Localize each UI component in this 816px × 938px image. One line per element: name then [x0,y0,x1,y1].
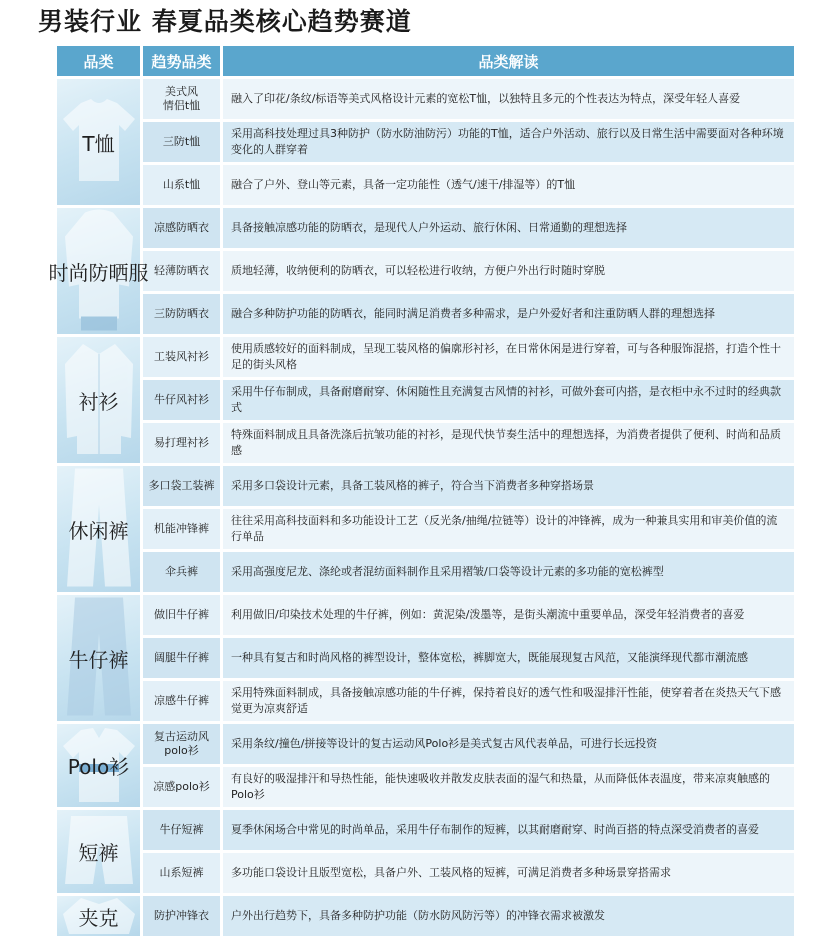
table-row [143,681,794,721]
description-cell: 融合了户外、登山等元素，具备一定功能性（透气/速干/排湿等）的T恤 [223,165,794,205]
trend-cell: 工装风衬衫 [143,337,220,377]
category-label: 短裤 [78,841,119,865]
table-row [143,853,794,893]
description-cell: 融入了印花/条纹/标语等美式风格设计元素的宽松T恤，以独特且多元的个性表达为特点，深受年轻人喜爱 [223,79,794,119]
table-row [143,79,794,119]
category-cell [57,466,140,592]
description-cell: 质地轻薄，收纳便利的防晒衣，可以轻松进行收纳，方便户外出行时随时穿脱 [223,251,794,291]
trend-cell: 三防t恤 [143,122,220,162]
category-label: 牛仔裤 [68,647,129,672]
category-group [57,337,794,463]
table-row [143,337,794,377]
description-cell: 采用高科技处理过具3种防护（防水防油防污）功能的T恤，适合户外活动、旅行以及日常生活中需要面对各种环境变化的人群穿着 [223,122,794,162]
trend-cell: 凉感牛仔裤 [143,681,220,721]
category-cell [57,896,140,936]
table-row [143,294,794,334]
trend-cell: 轻薄防晒衣 [143,251,220,291]
category-cell [57,595,140,721]
category-label: 时尚防晒服 [48,260,149,285]
table-row [143,896,794,936]
trend-cell: 伞兵裤 [143,552,220,592]
category-group [57,595,794,721]
table-row [143,208,794,248]
category-label: T恤 [82,131,115,156]
trend-cell: 复古运动风 polo衫 [143,724,220,764]
description-cell: 特殊面料制成且具备洗涤后抗皱功能的衬衫，是现代快节奏生活中的理想选择，为消费者提供了便利、时尚和品质感 [223,423,794,463]
table-row [143,165,794,205]
trend-cell: 凉感防晒衣 [143,208,220,248]
trend-cell: 阔腿牛仔裤 [143,638,220,678]
trend-cell: 防护冲锋衣 [143,896,220,936]
description-cell: 户外出行趋势下，具备多种防护功能（防水防风防污等）的冲锋衣需求被激发 [223,896,794,936]
trend-cell: 易打理衬衫 [143,423,220,463]
trend-cell: 凉感polo衫 [143,767,220,807]
table-row [143,251,794,291]
trend-cell: 美式风 情侣t恤 [143,79,220,119]
category-cell [57,810,140,893]
table-row [143,767,794,807]
header-category: 品类 [57,46,140,76]
description-cell: 采用特殊面料制成，具备接触凉感功能的牛仔裤，保持着良好的透气性和吸湿排汗性能，使穿着者在炎热天气下感觉更为凉爽舒适 [223,681,794,721]
table-row [143,638,794,678]
table-row [143,122,794,162]
category-group [57,896,794,936]
page-title: 男装行业 春夏品类核心趋势赛道 [38,7,412,36]
category-label: 衬衫 [78,389,119,414]
table-row [143,552,794,592]
category-cell [57,337,140,463]
table-row [143,423,794,463]
category-group [57,724,794,807]
description-cell: 采用牛仔布制成，具备耐磨耐穿、休闲随性且充满复古风情的衬衫，可做外套可内搭，是衣柜中永不过时的经典款式 [223,380,794,420]
header-interpretation: 品类解读 [223,46,794,76]
trend-cell: 机能冲锋裤 [143,509,220,549]
description-cell: 一种具有复古和时尚风格的裤型设计，整体宽松，裤脚宽大，既能展现复古风范，又能演绎现代都市潮流感 [223,638,794,678]
category-group [57,810,794,893]
category-label: 休闲裤 [68,518,129,543]
table-row [143,380,794,420]
category-cell [48,208,149,334]
description-cell: 夏季休闲场合中常见的时尚单品，采用牛仔布制作的短裤，以其耐磨耐穿、时尚百搭的特点深受消费者的喜爱 [223,810,794,850]
description-cell: 使用质感较好的面料制成，呈现工装风格的偏廓形衬衫，在日常休闲是进行穿着，可与各种服饰混搭，打造个性十足的街头风格 [223,337,794,377]
trend-cell: 山系t恤 [143,165,220,205]
trend-cell: 多口袋工装裤 [143,466,220,506]
description-cell: 往往采用高科技面料和多功能设计工艺（反光条/抽绳/拉链等）设计的冲锋裤，成为一种兼具实用和审美价值的流行单品 [223,509,794,549]
table-row [143,509,794,549]
table-row [143,724,794,764]
table-body [48,79,794,936]
table-row [143,595,794,635]
trend-cell: 山系短裤 [143,853,220,893]
description-cell: 利用做旧/印染技术处理的牛仔裤，例如：黄泥染/泼墨等，是街头潮流中重要单品，深受年轻消费者的喜爱 [223,595,794,635]
category-cell [57,79,140,205]
category-cell [57,724,140,807]
table-row [143,810,794,850]
description-cell: 多功能口袋设计且版型宽松，具备户外、工装风格的短裤，可满足消费者多种场景穿搭需求 [223,853,794,893]
header-trend: 趋势品类 [143,46,220,76]
trend-cell: 牛仔风衬衫 [143,380,220,420]
description-cell: 融合多种防护功能的防晒衣，能同时满足消费者多种需求，是户外爱好者和注重防晒人群的理想选择 [223,294,794,334]
description-cell: 有良好的吸湿排汗和导热性能，能快速吸收并散发皮肤表面的湿气和热量，从而降低体表温度，带来凉爽触感的Polo衫 [223,767,794,807]
trend-cell: 做旧牛仔裤 [143,595,220,635]
trend-cell: 牛仔短裤 [143,810,220,850]
category-group [57,466,794,592]
table-row [143,466,794,506]
description-cell: 采用多口袋设计元素，具备工装风格的裤子，符合当下消费者多种穿搭场景 [223,466,794,506]
category-label: 夹克 [78,905,119,930]
category-group [57,79,794,205]
description-cell: 具备接触凉感功能的防晒衣，是现代人户外运动、旅行休闲、日常通勤的理想选择 [223,208,794,248]
description-cell: 采用高强度尼龙、涤纶或者混纺面料制作且采用褶皱/口袋等设计元素的多功能的宽松裤型 [223,552,794,592]
category-group [48,208,794,334]
trend-cell: 三防防晒衣 [143,294,220,334]
category-label: Polo衫 [67,755,130,779]
description-cell: 采用条纹/撞色/拼接等设计的复古运动风Polo衫是美式复古风代表单品，可进行长远投资 [223,724,794,764]
table-header [57,46,794,76]
